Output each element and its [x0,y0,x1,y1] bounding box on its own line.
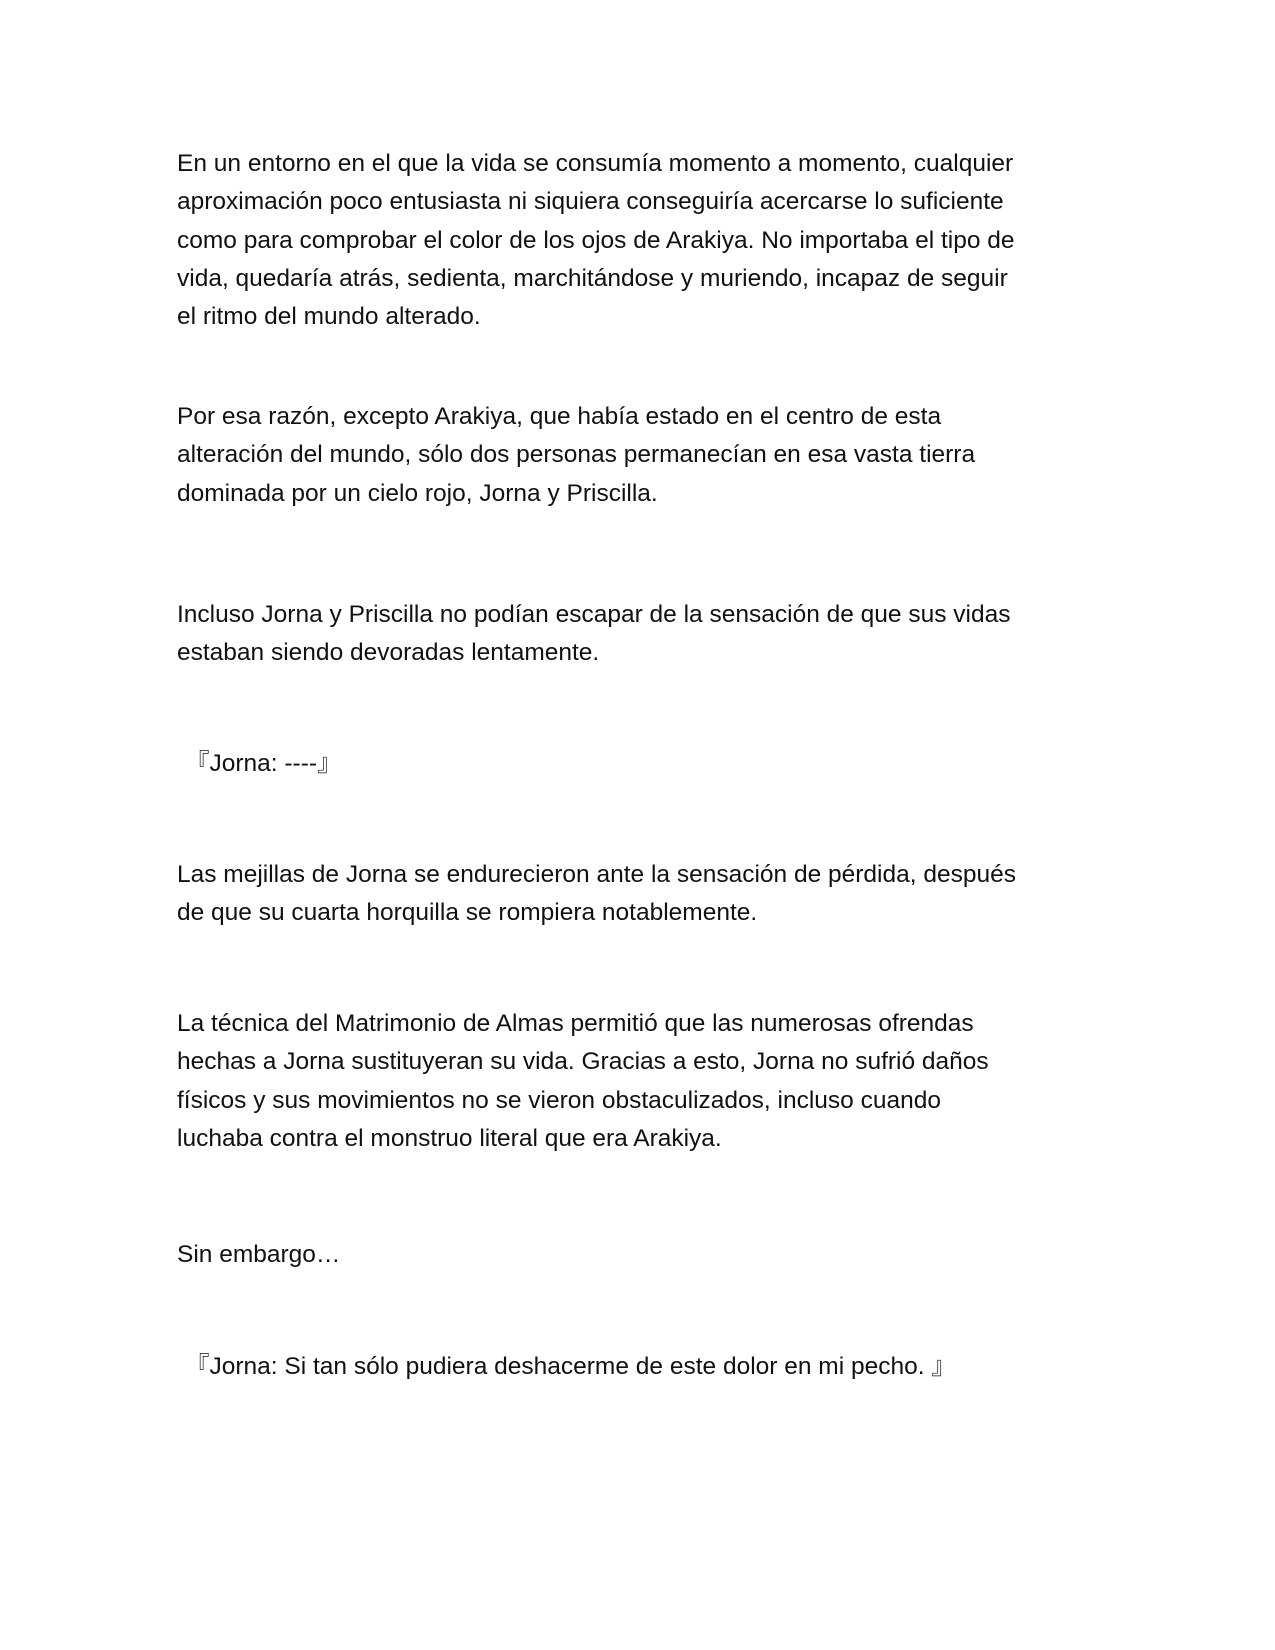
paragraph: Incluso Jorna y Priscilla no podían escapar de la sensación de que sus vidas estaban siendo devoradas lentamente. [177,601,1011,667]
dialogue-line: 『Jorna: ----』 [185,750,342,777]
paragraph: La técnica del Matrimonio de Almas permitió que las numerosas ofrendas hechas a Jorna sustituyeran su vida. Gracias a esto, Jorna no sufrió daños físicos y sus movimientos no se vieron obstaculizados, incluso cuando luchaba contra el monstruo literal que era Arakiya. [177,1010,989,1152]
paragraph: Por esa razón, excepto Arakiya, que había estado en el centro de esta alteración del mundo, sólo dos personas permanecían en esa vasta tierra dominada por un cielo rojo, Jorna y Priscilla. [177,403,976,507]
paragraph: En un entorno en el que la vida se consumía momento a momento, cualquier aproximación poco entusiasta ni siquiera conseguiría acercarse lo suficiente como para comprobar el color de los ojos de Arakiya. No importaba el tipo de vida, quedaría atrás, sedienta, marchitándose y muriendo, incapaz de seguir el ritmo del mundo alterado. [177,150,1015,331]
paragraph: Las mejillas de Jorna se endurecieron ante la sensación de pérdida, después de que su cuarta horquilla se rompiera notablemente. [177,861,1016,927]
paragraph: Sin embargo… [177,1241,341,1268]
dialogue-line: 『Jorna: Si tan sólo pudiera deshacerme de este dolor en mi pecho. 』 [185,1353,956,1380]
